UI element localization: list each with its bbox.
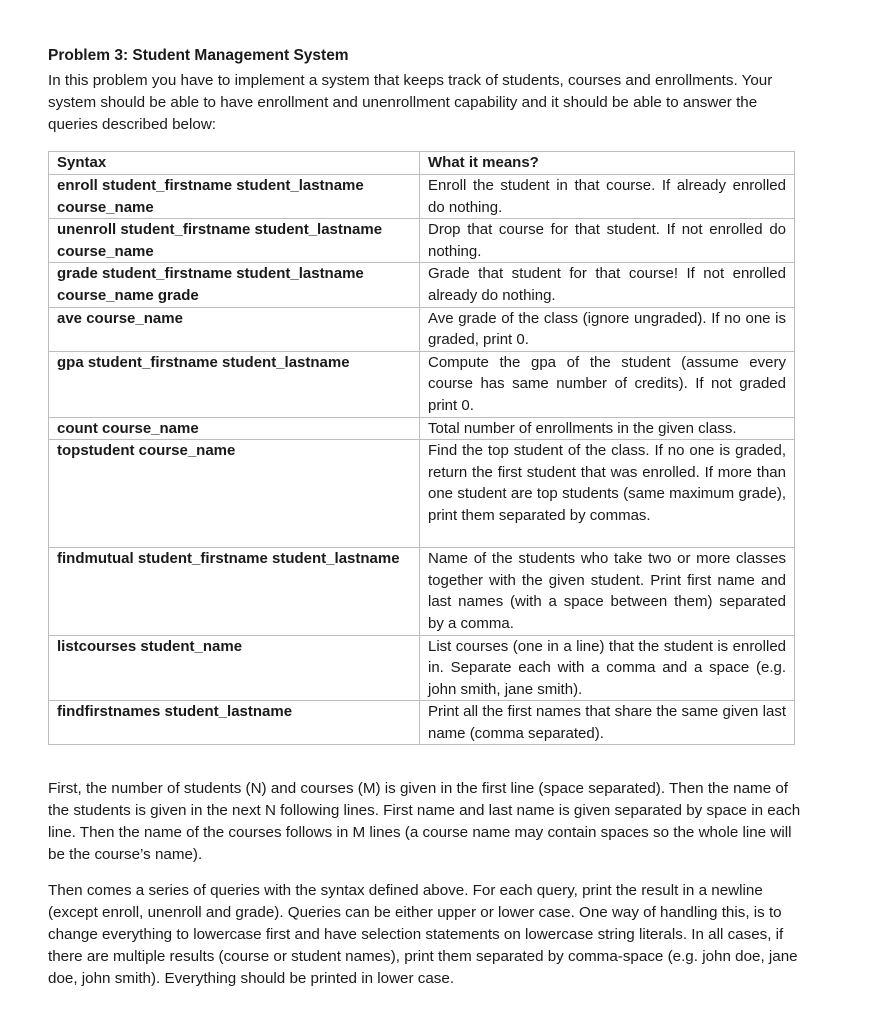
syntax-cell: findfirstnames student_lastname <box>49 701 420 745</box>
table-row <box>49 219 795 263</box>
intro-paragraph: In this problem you have to implement a system that keeps track of students, courses and enrollments. Your system should be able to have enrollment and unenrollment capability and it should be able to answer the queries described below: <box>48 72 773 133</box>
syntax-cell: grade student_firstname student_lastname course_name grade <box>49 263 420 307</box>
meaning-cell: Enroll the student in that course. If already enrolled do nothing. <box>420 175 795 219</box>
syntax-header: Syntax <box>49 152 420 175</box>
table-header-row <box>49 152 795 175</box>
meaning-cell: Total number of enrollments in the given class. <box>420 417 795 440</box>
table-row <box>49 417 795 440</box>
syntax-cell: listcourses student_name <box>49 635 420 701</box>
table-row <box>49 351 795 417</box>
meaning-cell: Name of the students who take two or more classes together with the given student. Print first name and last names (with a space between them) separated by a comma. <box>420 548 795 635</box>
table-row <box>49 440 795 548</box>
meaning-header: What it means? <box>420 152 795 175</box>
syntax-cell: findmutual student_firstname student_lastname <box>49 548 420 635</box>
syntax-cell: count course_name <box>49 417 420 440</box>
syntax-cell: ave course_name <box>49 307 420 351</box>
syntax-cell: unenroll student_firstname student_lastname course_name <box>49 219 420 263</box>
problem-title: Problem 3: Student Management System <box>48 47 349 64</box>
meaning-cell: Drop that course for that student. If not enrolled do nothing. <box>420 219 795 263</box>
meaning-cell: Grade that student for that course! If not enrolled already do nothing. <box>420 263 795 307</box>
meaning-cell: Compute the gpa of the student (assume every course has same number of credits). If not graded print 0. <box>420 351 795 417</box>
input-format-paragraph: First, the number of students (N) and courses (M) is given in the first line (space separated). Then the name of the students is given in the next N following lines. First name and last name is given separated by space in each line. Then the name of the courses follows in M lines (a course name may contain spaces so the whole line will be the course’s name). <box>48 780 801 863</box>
table-row <box>49 548 795 635</box>
table-row <box>49 701 795 745</box>
table-row <box>49 635 795 701</box>
syntax-cell: topstudent course_name <box>49 440 420 548</box>
meaning-cell: Find the top student of the class. If no one is graded, return the first student that was enrolled. If more than one student are top students (same maximum grade), print them separated by commas. <box>420 440 795 548</box>
syntax-cell: gpa student_firstname student_lastname <box>49 351 420 417</box>
meaning-cell: Print all the first names that share the same given last name (comma separated). <box>420 701 795 745</box>
meaning-cell: List courses (one in a line) that the student is enrolled in. Separate each with a comma and a space (e.g. john smith, jane smith). <box>420 635 795 701</box>
meaning-cell: Ave grade of the class (ignore ungraded). If no one is graded, print 0. <box>420 307 795 351</box>
table-row <box>49 263 795 307</box>
syntax-cell: enroll student_firstname student_lastname course_name <box>49 175 420 219</box>
query-format-paragraph: Then comes a series of queries with the syntax defined above. For each query, print the result in a newline (except enroll, unenroll and grade). Queries can be either upper or lower case. One way of handling this, is to change everything to lowercase first and have selection statements on lowercase string literals. In all cases, if there are multiple results (course or student names), print them separated by comma-space (e.g. john doe, jane doe, john smith). Everything should be printed in lower case. <box>48 882 798 987</box>
table-row <box>49 307 795 351</box>
table-row <box>49 175 795 219</box>
syntax-table <box>48 151 795 745</box>
